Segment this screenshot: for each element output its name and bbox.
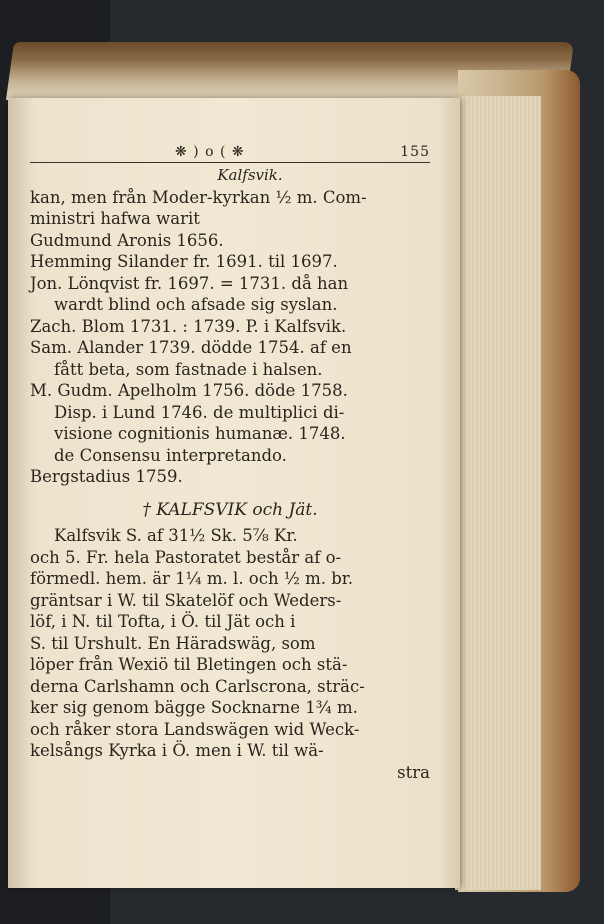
text-line: Bergstadius 1759. (30, 467, 183, 486)
page-stack (455, 96, 541, 890)
text-line: kan, men från Moder-kyrkan ½ m. Com- (30, 187, 367, 207)
text-line: Gudmund Aronis 1656. (30, 230, 224, 250)
body-line: gräntsar i W. til Skatelöf och Weders- (30, 590, 342, 610)
body-line: löper från Wexiö til Bletingen och stä- (30, 655, 348, 674)
body-line: derna Carlshamn och Carlscrona, sträc- (30, 676, 365, 696)
text-line: M. Gudm. Apelholm 1756. döde 1758. (30, 381, 348, 400)
body-line: förmedl. hem. är 1¼ m. l. och ½ m. br. (30, 569, 354, 588)
text-line: wardt blind och afsade sig syslan. (54, 295, 338, 314)
text-line: Sam. Alander 1739. dödde 1754. af en (30, 338, 352, 357)
text-line: visione cognitionis humanæ. 1748. (54, 424, 346, 443)
catchword: stra (397, 762, 430, 782)
body-line: Kalfsvik S. af 31½ Sk. 5⅞ Kr. (54, 526, 298, 545)
body-line: kelsångs Kyrka i Ö. men i W. til wä- (30, 741, 324, 760)
text-line: Disp. i Lund 1746. de multiplici di- (54, 402, 345, 422)
body-line: S. til Urshult. En Häradswäg, som (30, 633, 316, 653)
section-heading: † KALFSVIK och Jät. (142, 499, 318, 520)
page-text (30, 140, 430, 783)
book-page (8, 98, 460, 888)
header-ornament: ❋ ) o ( ❋ (175, 144, 245, 160)
text-line: ministri hafwa warit (30, 209, 200, 228)
running-head: Kalfsvik. (217, 166, 283, 184)
text-line: Hemming Silander fr. 1691. til 1697. (30, 252, 338, 271)
text-line: fått beta, som fastnade i halsen. (54, 359, 323, 379)
page-number: 155 (400, 144, 430, 160)
text-line: Zach. Blom 1731. : 1739. P. i Kalfsvik. (30, 316, 347, 336)
body-line: löf, i N. til Tofta, i Ö. til Jät och i (30, 612, 296, 631)
text-line: de Consensu interpretando. (54, 445, 287, 465)
body-line: och råker stora Landswägen wid Weck- (30, 719, 360, 739)
text-line: Jon. Lönqvist fr. 1697. = 1731. då han (30, 273, 349, 293)
body-line: och 5. Fr. hela Pastoratet består af o- (30, 547, 342, 567)
body-line: ker sig genom bägge Socknarne 1¾ m. (30, 698, 358, 717)
page-header (30, 140, 430, 163)
